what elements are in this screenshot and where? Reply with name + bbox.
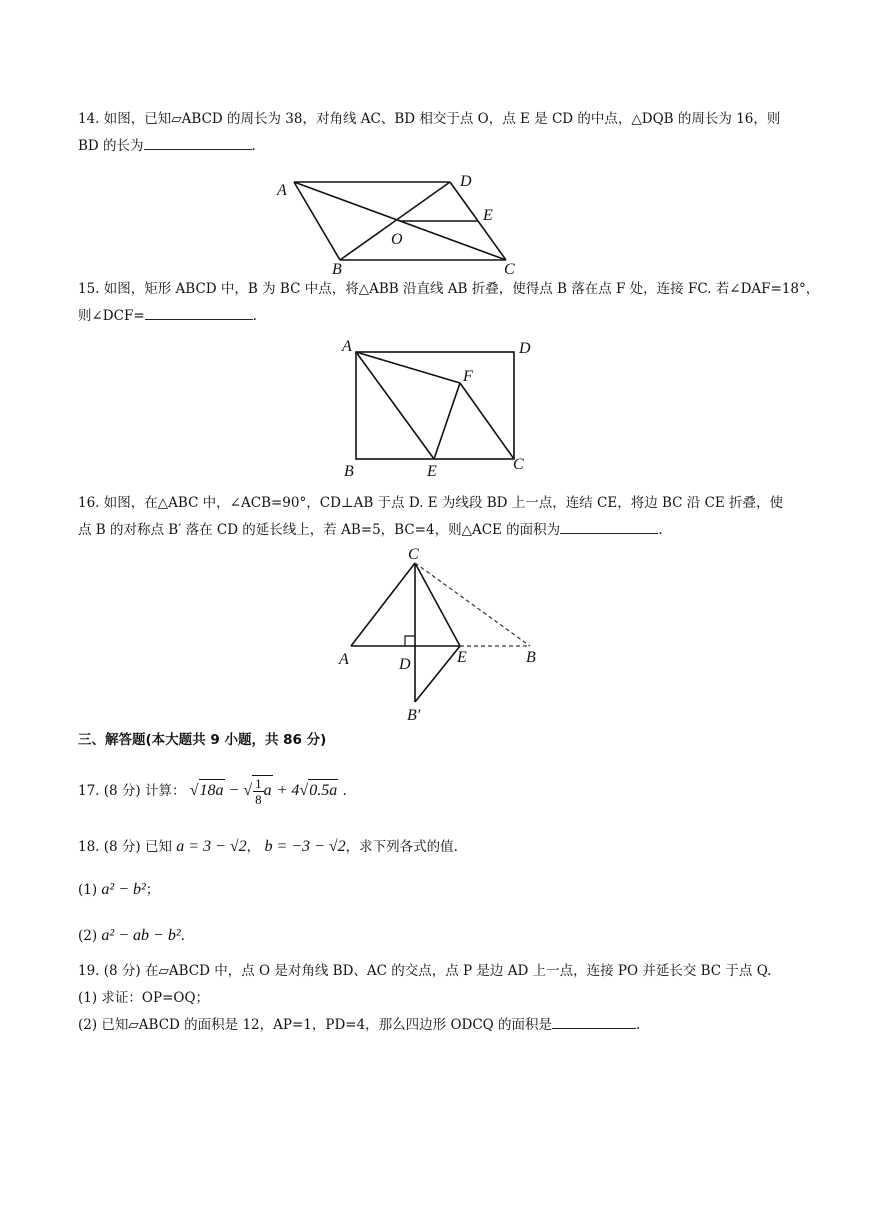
q14-label-O: O (391, 231, 403, 248)
q16-suffix: . (658, 522, 663, 538)
q19-prefix: (2) 已知▱ABCD 的面积是 12，AP=1，PD=4，那么四边形 ODCQ 的面积是 (78, 1017, 553, 1033)
q16-label-A: A (339, 651, 349, 668)
q17-line (78, 775, 347, 807)
q16-text-line2 (78, 521, 662, 539)
q14-label-D: D (460, 173, 472, 190)
q17-prefix: 17. (8 分) 计算： (78, 783, 186, 800)
q16-segment-CE (415, 563, 460, 646)
q16-label-B-prime: B′ (407, 707, 421, 724)
q18-line: 18. (8 分) 已知 a = 3 − √2， b = −3 − √2，求下列各式的值. (78, 838, 458, 855)
q15-segment-FC (460, 383, 514, 459)
q16-right-angle-mark (405, 636, 415, 646)
q15-text-line1: 15. 如图，矩形 ABCD 中，B 为 BC 中点，将△ABB 沿直线 AB 折叠，使得点 B 落在点 F 处，连接 FC. 若∠DAF=18°， (78, 281, 820, 297)
q15-label-F: F (463, 368, 473, 385)
q15-text-line2 (78, 307, 257, 325)
q16-label-E: E (457, 649, 467, 666)
q16-segment-EB-prime (415, 646, 460, 702)
q14-figure (270, 170, 530, 278)
q14-label-B: B (332, 261, 342, 278)
q14-text-line2 (78, 137, 256, 155)
q19-text-line2: (1) 求证：OP=OQ； (78, 990, 210, 1006)
q18-part2 (78, 925, 185, 947)
q16-dashed-CB (415, 563, 530, 646)
q17-plus4: + 4 (276, 782, 300, 800)
q18-p2-label: (2) (78, 928, 98, 944)
q16-figure (335, 545, 550, 725)
q17-expression: √18a − √ $\frac{1}{8}$ a + 4√0.5a (189, 776, 338, 807)
q18-p1-expr: a² − b² (101, 881, 146, 898)
q18-suffix: ，求下列各式的值. (345, 839, 458, 855)
q17-end: . (342, 783, 347, 800)
q17-a: a (263, 782, 272, 800)
q19-suffix: . (636, 1017, 641, 1033)
q15-label-C: C (513, 456, 524, 473)
q15-segment-AF (356, 352, 460, 383)
q15-label-D: D (519, 340, 531, 357)
q19-text-line3 (78, 1016, 640, 1034)
q18-b-def: b = −3 − √2 (264, 838, 346, 855)
section3-heading: 三、解答题(本大题共 9 小题，共 86 分) (78, 732, 327, 748)
q18-p2-end: . (180, 928, 185, 944)
q15-segment-AE (356, 352, 434, 459)
q14-suffix: . (251, 138, 256, 154)
q15-label-A: A (342, 338, 352, 355)
q17-frac-num: 1 (255, 776, 262, 791)
q16-label-B: B (526, 649, 536, 666)
q18-prefix: 18. (8 分) 已知 (78, 839, 172, 855)
q14-label-E: E (483, 207, 493, 224)
q14-edge-AB (294, 182, 340, 260)
q15-rectangle-ABCD (356, 352, 514, 459)
q15-prefix: 则∠DCF= (78, 308, 145, 324)
q14-text-line1: 14. 如图，已知▱ABCD 的周长为 38，对角线 AC、BD 相交于点 O，点 E 是 CD 的中点，△DQB 的周长为 16，则 (78, 111, 781, 127)
q18-p2-expr: a² − ab − b² (101, 927, 181, 944)
q14-label-C: C (504, 261, 515, 278)
q16-answer-blank[interactable] (560, 521, 658, 534)
q15-figure (338, 335, 538, 480)
q17-fraction (253, 776, 264, 807)
q14-answer-blank[interactable] (144, 137, 252, 150)
q16-prefix: 点 B 的对称点 B′ 落在 CD 的延长线上，若 AB=5，BC=4，则△ACE 的面积为 (78, 522, 561, 538)
q16-label-C: C (408, 546, 419, 563)
q16-label-D: D (399, 656, 411, 673)
q18-p1-label: (1) (78, 882, 98, 898)
q15-label-B: B (344, 463, 354, 480)
q14-label-A: A (277, 182, 287, 199)
q17-radicand-3: 0.5a (308, 779, 338, 802)
q17-radicand-2 (252, 775, 273, 807)
q16-text-line1: 16. 如图，在△ABC 中，∠ACB=90°，CD⊥AB 于点 D. E 为线段 BD 上一点，连结 CE，将边 BC 沿 CE 折叠，使 (78, 495, 784, 511)
q17-radicand-1: 18a (199, 779, 225, 802)
q19-text-line1: 19. (8 分) 在▱ABCD 中，点 O 是对角线 BD、AC 的交点，点 P 是边 AD 上一点，连接 PO 并延长交 BC 于点 Q. (78, 963, 772, 979)
q14-prefix: BD 的长为 (78, 138, 144, 154)
q18-p1-end: ； (145, 882, 160, 898)
q18-a-def: a = 3 − √2 (176, 838, 247, 855)
q16-edge-AC (351, 563, 415, 646)
q15-suffix: . (252, 308, 257, 324)
q15-answer-blank[interactable] (145, 307, 253, 320)
q19-answer-blank[interactable] (552, 1016, 636, 1029)
q15-label-E: E (427, 463, 437, 480)
q17-frac-den: 8 (255, 792, 262, 807)
q15-segment-FE (434, 383, 460, 459)
q18-part1 (78, 879, 159, 901)
